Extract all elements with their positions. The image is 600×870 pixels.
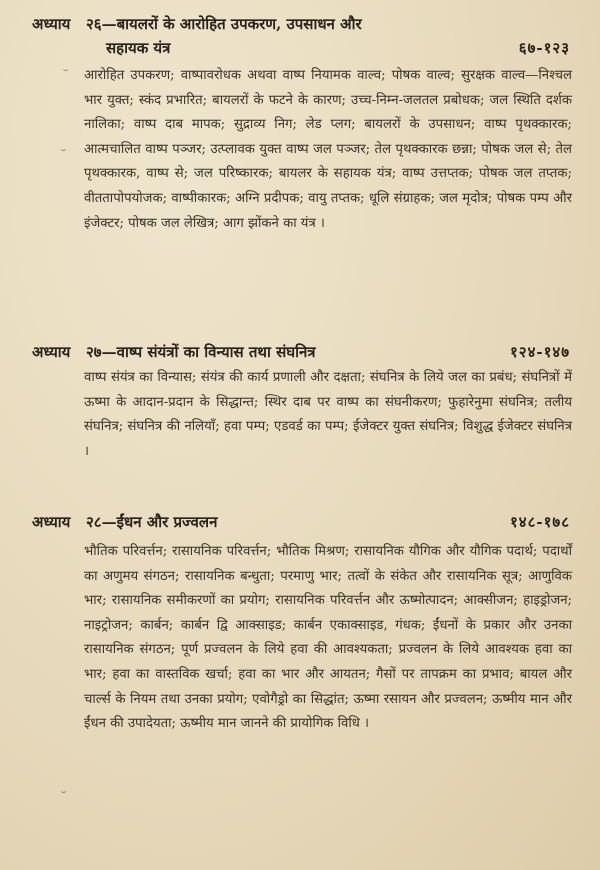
chapter-title: २७—वाष्प संयंत्रों का विन्यास तथा संघनित्र bbox=[86, 343, 316, 361]
chapter-label: अध्याय bbox=[32, 15, 71, 33]
margin-mark: ˘ bbox=[60, 790, 67, 806]
chapter-label: अध्याय bbox=[32, 343, 71, 361]
chapter-title: २८—ईंधन और प्रज्वलन bbox=[86, 513, 218, 531]
chapter-title: २६—बायलरों के आरोहित उपकरण, उपसाधन और bbox=[86, 15, 362, 33]
margin-mark: ˘ bbox=[62, 68, 69, 84]
chapter-title-continued: सहायक यंत्र bbox=[106, 39, 171, 57]
chapter-26 bbox=[0, 14, 600, 231]
chapter-28 bbox=[0, 512, 600, 732]
chapter-label: अध्याय bbox=[32, 513, 71, 531]
chapter-page-range: १२४-१४७ bbox=[509, 343, 570, 361]
chapter-contents: भौतिक परिवर्त्तन; रासायनिक परिवर्त्तन; भौतिक मिश्रण; रासायनिक यौगिक और यौगिक पदार्थ; पदार्थों का अणुमय संगठन; रासायनिक बन्धुता; परमाणु भार; तत्वों के संकेत और रासायनिक सूत्र; आणुविक भार; रासायनिक समीकरणों का प्रयोग; रासायनिक परिवर्त्तन और ऊष्मोत्पादन; आक्सीजन; हाइड्रोजन; नाइट्रोजन; कार्बन; कार्बन द्वि आक्साइड; कार्बन एकाक्साइड, गंधक; ईंधनों के प्रकार और उनका रासायनिक संगठन; पूर्ण प्रज्वलन के लिये हवा की आवश्यकता; प्रज्वलन के लिये आवश्यक हवा का भार; हवा का वास्तविक खर्चा; हवा का भार और आयतन; गैसों पर तापक्रम का प्रभाव; बायल और चार्ल्स के नियम तथा उनका प्रयोग; एवोगैड्रो का सिद्धांत; ऊष्मा रसायन और प्रज्वलन; ऊष्मीय मान और ईंधन की उपादेयता; ऊष्मीय मान जानने की प्रायोगिक विधि । bbox=[84, 544, 572, 732]
margin-mark: ˘ bbox=[60, 148, 67, 164]
chapter-27 bbox=[0, 342, 600, 459]
chapter-page-range: ६७-१२३ bbox=[518, 39, 570, 57]
chapter-contents: वाष्प संयंत्र का विन्यास; संयंत्र की कार्य प्रणाली और दक्षता; संघनित्र के लिये जल का प्रबंध; संघनित्रों में ऊष्मा के आदान-प्रदान के सिद्धान्त; स्थिर दाब पर वाष्प का संघनीकरण; फुहारेनुमा संघनित्र; तलीय संघनित्र; संघनित्र की नलियाँ; हवा पम्प; एडवर्ड का पम्प; ईजेक्टर युक्त संघनित्र; विशुद्ध ईजेक्टर संघनित्र । bbox=[84, 370, 572, 459]
chapter-page-range: १४८-१७८ bbox=[509, 513, 570, 531]
chapter-contents: आरोहित उपकरण; वाष्पावरोधक अथवा वाष्प नियामक वाल्व; पोषक वाल्व; सुरक्षक वाल्व—निश्चल भार युक्त; स्कंद प्रभारित; बायलरों के फटने के कारण; उच्च-निम्न-जलतल प्रबोधक; जल स्थिति दर्शक नालिका; वाष्प दाब मापक; सुद्राव्य निग; लेड प्लग; बायलरों के उपसाधन; वाष्प पृथक्कारक; आत्मचालित वाष्प पञ्जर; उत्प्लावक युक्त वाष्प जल पञ्जर; तेल पृथक्कारक छन्ना; पोषक जल से; तेल पृथक्कारक, वाष्प से; जल परिष्कारक; बायलर के सहायक यंत्र; वाष्प उत्तप्तक; पोषक जल तप्तक; वीततापोपयोजक; वाष्पीकारक; अग्नि प्रदीपक; वायु तप्तक; धूलि संग्राहक; जल मृदोत्र; पोषक पम्प और इंजेक्टर; पोषक जल लेखित्र; आग झोंकने का यंत्र । bbox=[84, 68, 572, 231]
